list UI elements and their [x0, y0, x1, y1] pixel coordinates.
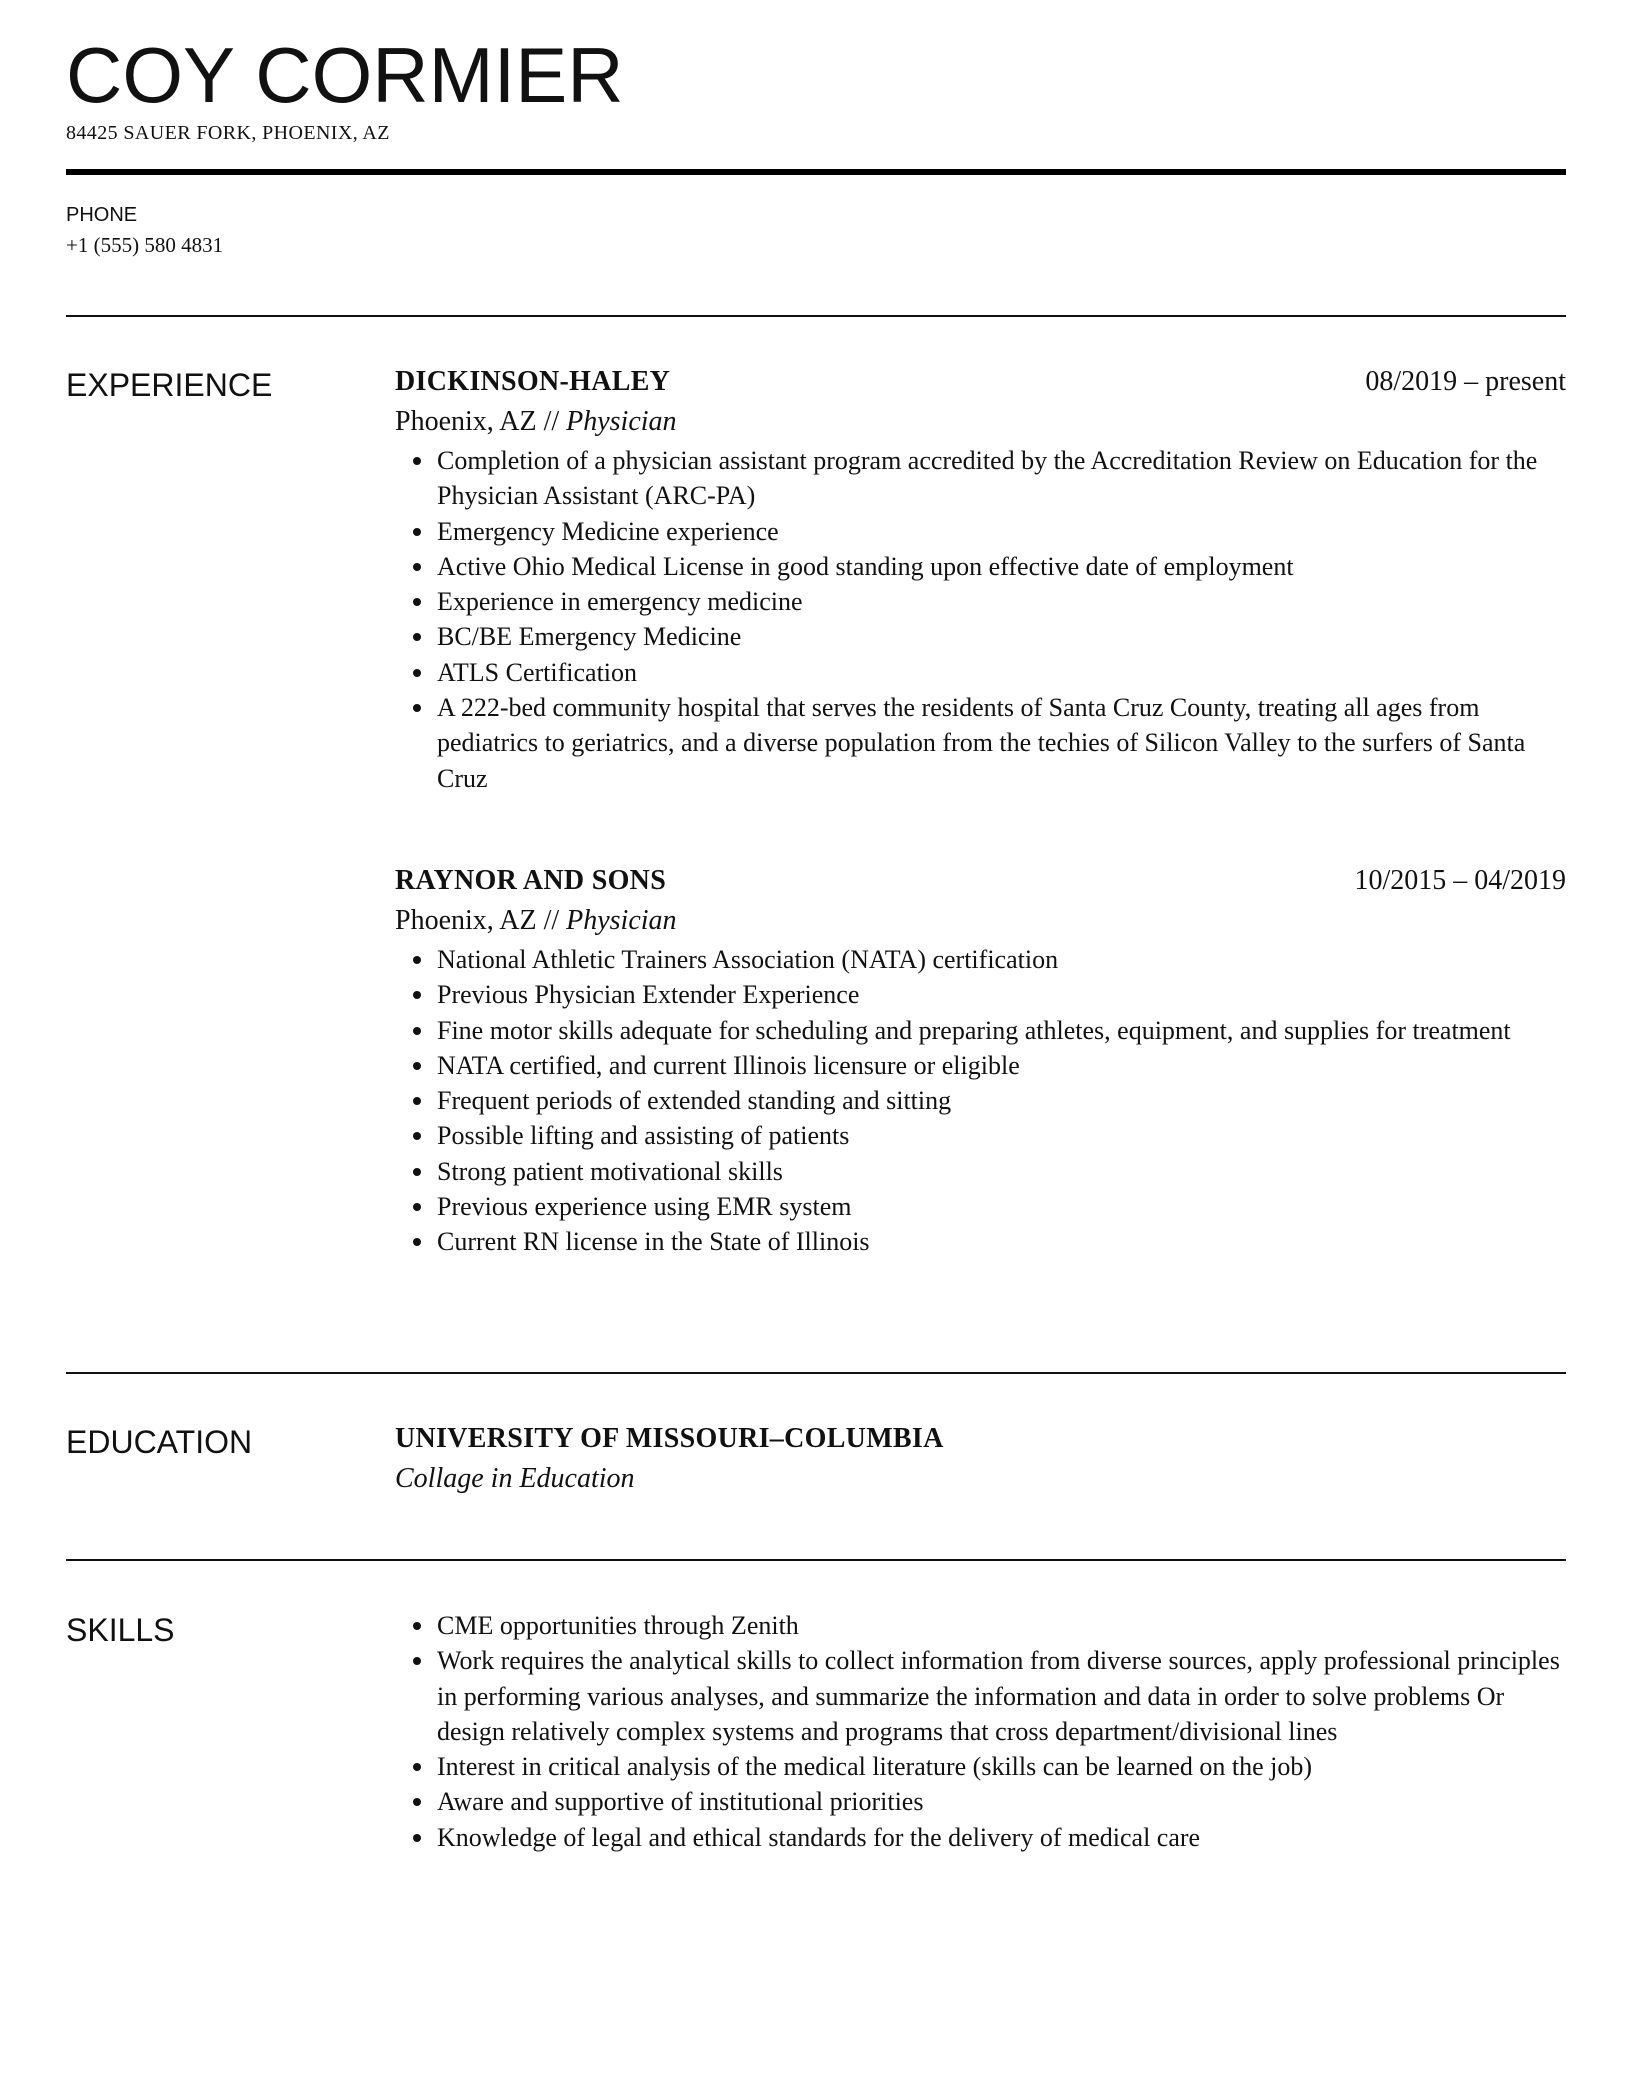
job-location-role [395, 902, 1566, 940]
job-location: Phoenix, AZ [395, 905, 537, 936]
bullet-icon [413, 991, 421, 999]
skills-section-title: SKILLS [66, 1612, 175, 1648]
section-divider [66, 315, 1566, 317]
job-separator: // [536, 406, 567, 437]
bullet-icon [413, 1203, 421, 1211]
education-section-title: EDUCATION [66, 1424, 253, 1460]
school-name: UNIVERSITY OF MISSOURI–COLUMBIA [395, 1423, 944, 1454]
bullet-text: Strong patient motivational skills [437, 1156, 783, 1186]
job-location-role [395, 403, 1566, 441]
candidate-name: COY CORMIER [66, 31, 624, 119]
phone-value: +1 (555) 580 4831 [66, 233, 224, 257]
list-item [437, 1784, 1566, 1819]
list-item [437, 1013, 1566, 1048]
job-header [395, 364, 1566, 400]
job-role: Physician [566, 905, 677, 936]
bullet-text: Active Ohio Medical License in good standing upon effective date of employment [437, 551, 1294, 581]
bullet-icon [413, 598, 421, 606]
list-item [437, 977, 1566, 1012]
bullet-text: National Athletic Trainers Association (NATA) certification [437, 945, 1059, 974]
list-item [437, 1608, 1566, 1643]
list-item [437, 655, 1566, 690]
bullet-icon [413, 1657, 421, 1665]
job-entry [395, 364, 1566, 796]
experience-section-title: EXPERIENCE [66, 367, 273, 403]
list-item [437, 1189, 1566, 1224]
bullet-icon [413, 528, 421, 536]
list-item [437, 549, 1566, 584]
job-role: Physician [566, 406, 677, 437]
list-item [437, 1118, 1566, 1153]
header-divider [66, 169, 1566, 175]
bullet-text: Fine motor skills adequate for scheduling and preparing athletes, equipment, and supplies for treatment [437, 1015, 1511, 1045]
bullet-icon [413, 1168, 421, 1176]
job-entry [395, 863, 1566, 1260]
bullet-icon [413, 1834, 421, 1842]
bullet-icon [413, 633, 421, 641]
bullet-text: Previous Physician Extender Experience [437, 980, 860, 1010]
skill-text: CME opportunities through Zenith [437, 1611, 799, 1640]
bullet-icon [413, 1027, 421, 1035]
bullet-icon [413, 457, 421, 465]
section-divider [66, 1559, 1566, 1561]
list-item [437, 1820, 1566, 1855]
list-item [437, 1643, 1566, 1749]
skills-list [395, 1608, 1566, 1855]
job-dates: 10/2015 – 04/2019 [1354, 865, 1566, 896]
bullet-icon [413, 1798, 421, 1806]
bullet-icon [413, 1763, 421, 1771]
skill-text: Work requires the analytical skills to collect information from diverse sources, apply professional principles in performing various analyses, and summarize the information and data in order to solve problems Or design relatively complex systems and programs that cross department/divisional lines [437, 1646, 1560, 1746]
skill-text: Interest in critical analysis of the medical literature (skills can be learned on the job) [437, 1752, 1312, 1782]
list-item [437, 1154, 1566, 1189]
bullet-icon [413, 1062, 421, 1070]
degree: Collage in Education [395, 1463, 635, 1494]
list-item [437, 1749, 1566, 1784]
job-bullet-list [395, 443, 1566, 796]
job-dates: 08/2019 – present [1365, 366, 1566, 397]
bullet-icon [413, 1238, 421, 1246]
job-separator: // [536, 905, 567, 936]
company-name: DICKINSON-HALEY [395, 366, 671, 397]
education-entry [395, 1421, 1566, 1498]
phone-label: PHONE [66, 204, 138, 226]
job-bullet-list [395, 942, 1566, 1260]
bullet-text: ATLS Certification [437, 657, 638, 687]
candidate-address: 84425 SAUER FORK, PHOENIX, AZ [66, 122, 390, 144]
bullet-text: Emergency Medicine experience [437, 516, 779, 546]
bullet-icon [413, 1097, 421, 1105]
list-item [437, 1224, 1566, 1259]
bullet-icon [413, 563, 421, 571]
job-location: Phoenix, AZ [395, 406, 537, 437]
company-name: RAYNOR AND SONS [395, 865, 667, 896]
list-item [437, 443, 1566, 514]
list-item [437, 942, 1566, 977]
skill-text: Knowledge of legal and ethical standards for the delivery of medical care [437, 1822, 1201, 1852]
list-item [437, 514, 1566, 549]
bullet-text: A 222-bed community hospital that serves the residents of Santa Cruz County, treating all ages from pediatrics to geriatrics, and a diverse population from the techies of Silicon Valley to the surfers of Santa Cruz [437, 693, 1526, 793]
skills-entry [395, 1608, 1566, 1855]
bullet-icon [413, 1622, 421, 1630]
bullet-icon [413, 669, 421, 677]
bullet-text: Current RN license in the State of Illinois [437, 1227, 870, 1257]
bullet-text: Frequent periods of extended standing and sitting [437, 1086, 952, 1116]
bullet-text: Experience in emergency medicine [437, 587, 803, 617]
bullet-text: Previous experience using EMR system [437, 1192, 852, 1222]
bullet-text: Completion of a physician assistant program accredited by the Accreditation Review on Education for the Physician Assistant (ARC-PA) [437, 446, 1538, 511]
list-item [437, 690, 1566, 796]
bullet-icon [413, 956, 421, 964]
list-item [437, 1048, 1566, 1083]
list-item [437, 619, 1566, 654]
bullet-text: BC/BE Emergency Medicine [437, 622, 742, 652]
list-item [437, 584, 1566, 619]
list-item [437, 1083, 1566, 1118]
bullet-text: Possible lifting and assisting of patients [437, 1121, 850, 1151]
skill-text: Aware and supportive of institutional priorities [437, 1787, 924, 1817]
job-header [395, 863, 1566, 899]
bullet-text: NATA certified, and current Illinois licensure or eligible [437, 1050, 1020, 1080]
section-divider [66, 1372, 1566, 1374]
bullet-icon [413, 1132, 421, 1140]
bullet-icon [413, 704, 421, 712]
